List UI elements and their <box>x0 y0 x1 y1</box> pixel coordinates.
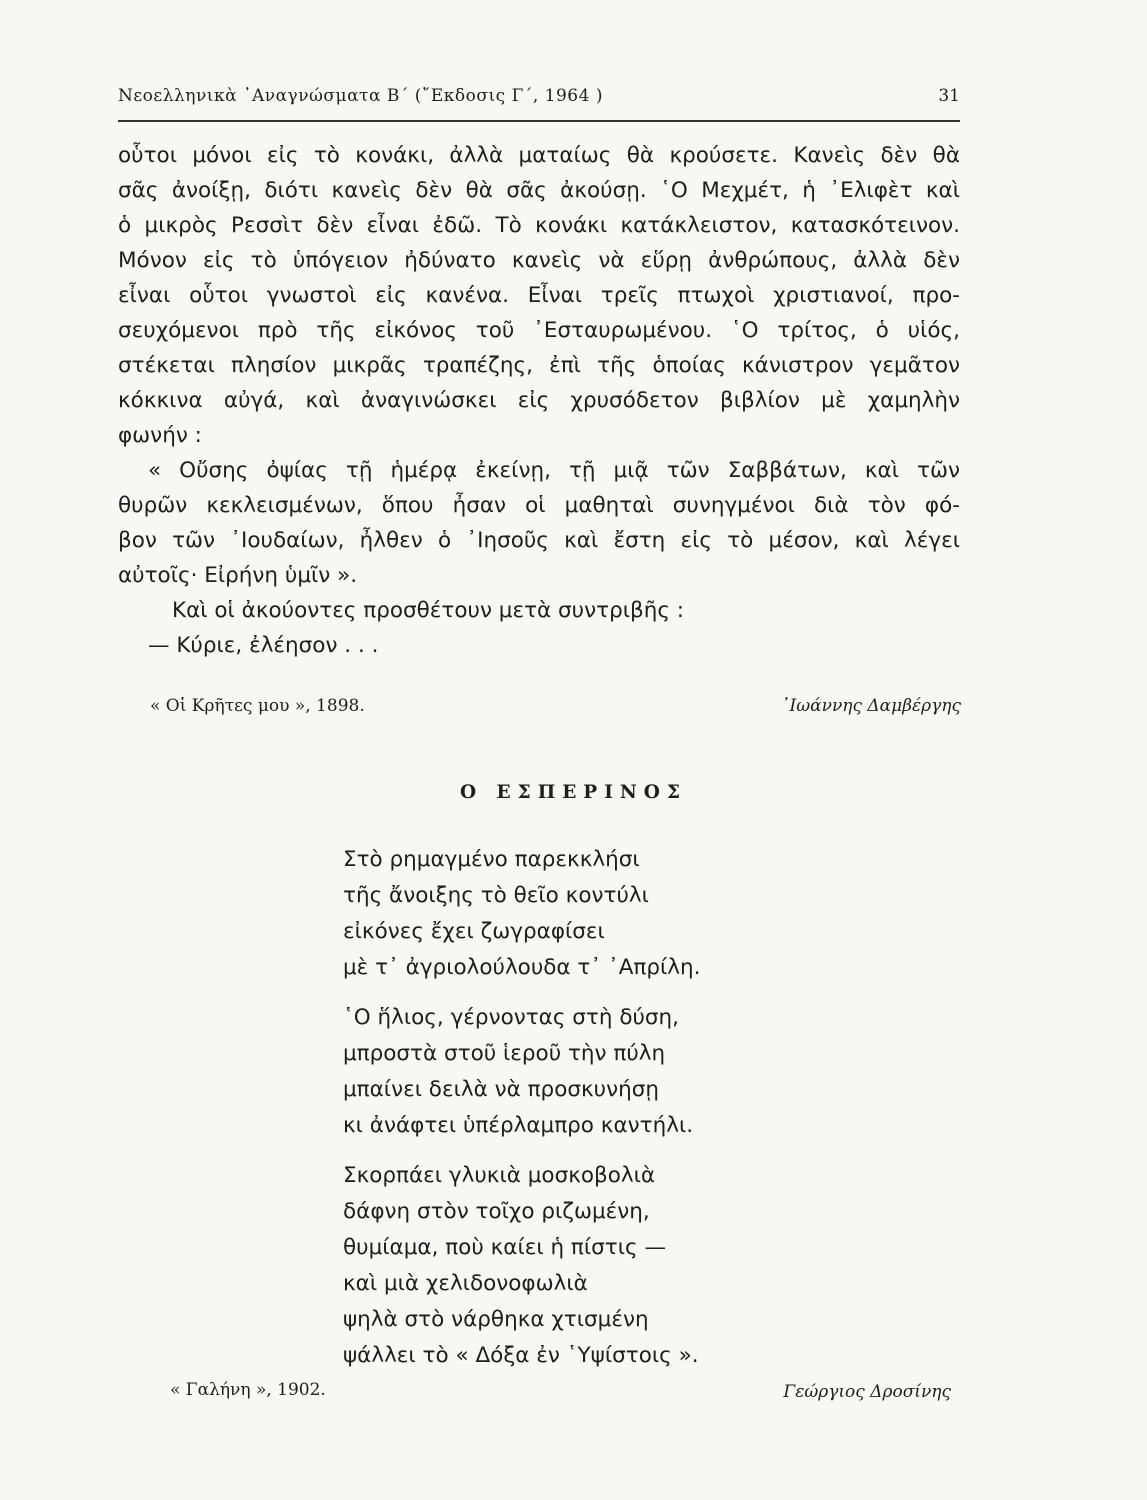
citation-source: « Γαλήνη », 1902. <box>170 1380 326 1400</box>
citation-source: « Οἱ Κρῆτες μου », 1898. <box>150 696 365 716</box>
poem-line: Σκορπάει γλυκιὰ μοσκοβολιὰ <box>343 1163 656 1188</box>
poem-stanza <box>343 1158 700 1374</box>
prose-line: κόκκινα αὐγά, καὶ ἀναγινώσκει εἰς χρυσόδετον βιβλίον μὲ χαμηλὴν <box>118 388 960 413</box>
gospel-quote-line: αὐτοῖς· Εἰρήνη ὑμῖν ». <box>118 563 358 588</box>
poem-stanza <box>343 1000 700 1144</box>
poem-line: τῆς ἄνοιξης τὸ θεῖο κοντύλι <box>343 883 649 908</box>
poem-stanza <box>343 842 700 986</box>
gospel-quote-line: θυρῶν κεκλεισμένων, ὅπου ἦσαν οἱ μαθηταὶ συνηγμένοι διὰ τὸν φό- <box>118 493 960 518</box>
poem-line: μὲ τ᾿ ἀγριολούλουδα τ᾿ ᾿Απρίλη. <box>343 955 701 980</box>
poem-line: δάφνη στὸν τοῖχο ριζωμένη, <box>343 1199 650 1224</box>
gospel-quote-line: « Οὔσης ὀψίας τῇ ἡμέρᾳ ἐκείνῃ, τῇ μιᾷ τῶν Σαββάτων, καὶ τῶν <box>148 458 960 483</box>
prose-line: Καὶ οἱ ἀκούοντες προσθέτουν μετὰ συντριβῆς : <box>172 598 685 623</box>
prose-line: σευχόμενοι πρὸ τῆς εἰκόνος τοῦ ᾿Εσταυρωμένου. ῾Ο τρίτος, ὁ υἱός, <box>118 318 960 343</box>
prose-line: οὗτοι μόνοι εἰς τὸ κονάκι, ἀλλὰ ματαίως θὰ κρούσετε. Κανεὶς δὲν θὰ <box>118 143 960 168</box>
poem-line: κι ἀνάφτει ὑπέρλαμπρο καντήλι. <box>343 1113 694 1138</box>
poem-line: ψάλλει τὸ « Δόξα ἐν ῾Υψίστοις ». <box>343 1343 699 1368</box>
poem-title: Ο ΕΣΠΕΡΙΝΟΣ <box>460 782 687 803</box>
poem-line: ψηλὰ στὸ νάρθηκα χτισμένη <box>343 1307 649 1332</box>
running-header <box>118 86 960 122</box>
poem-line: θυμίαμα, ποὺ καίει ἡ πίστις — <box>343 1235 666 1260</box>
poem-line: μπαίνει δειλὰ νὰ προσκυνήσῃ <box>343 1077 659 1102</box>
prose-line: σᾶς ἀνοίξῃ, διότι κανεὶς δὲν θὰ σᾶς ἀκούσῃ. ῾Ο Μεχμέτ, ἡ ᾿Ελιφὲτ καὶ <box>118 178 960 203</box>
citation-author: ᾿Ιωάννης Δαμβέργης <box>781 696 961 716</box>
prose-line: εἶναι οὗτοι γνωστοὶ εἰς κανένα. Εἶναι τρεῖς πτωχοὶ χριστιανοί, προ- <box>118 283 960 308</box>
header-title: Νεοελληνικὰ ᾿Αναγνώσματα Β΄ (῎Εκδοσις Γ΄, 1964 ) <box>118 86 603 106</box>
poem-line: καὶ μιὰ χελιδονοφωλιὰ <box>343 1271 588 1296</box>
prose-line: στέκεται πλησίον μικρᾶς τραπέζης, ἐπὶ τῆς ὁποίας κάνιστρον γεμᾶτον <box>118 353 960 378</box>
poem-line: μπροστὰ στοῦ ἱεροῦ τὴν πύλη <box>343 1041 666 1066</box>
prose-line: Μόνον εἰς τὸ ὑπόγειον ἠδύνατο κανεὶς νὰ εὕρῃ ἀνθρώπους, ἀλλὰ δὲν <box>118 248 960 273</box>
prose-line: — Κύριε, ἐλέησον . . . <box>148 633 379 658</box>
prose-passage <box>118 138 960 663</box>
poem-line: Στὸ ρημαγμένο παρεκκλήσι <box>343 847 640 872</box>
poem <box>343 842 700 1388</box>
prose-line: ὁ μικρὸς Ρεσσὶτ δὲν εἶναι ἐδῶ. Τὸ κονάκι κατάκλειστον, κατασκότεινον. <box>118 213 960 238</box>
page-number: 31 <box>938 86 960 106</box>
citation-author: Γεώργιος Δροσίνης <box>783 1382 951 1402</box>
poem-line: εἰκόνες ἔχει ζωγραφίσει <box>343 919 605 944</box>
poem-line: ῾Ο ἥλιος, γέρνοντας στὴ δύση, <box>343 1005 680 1030</box>
gospel-quote-line: βον τῶν ᾿Ιουδαίων, ἦλθεν ὁ ᾿Ιησοῦς καὶ ἔστη εἰς τὸ μέσον, καὶ λέγει <box>118 528 960 553</box>
prose-line: φωνήν : <box>118 423 202 448</box>
